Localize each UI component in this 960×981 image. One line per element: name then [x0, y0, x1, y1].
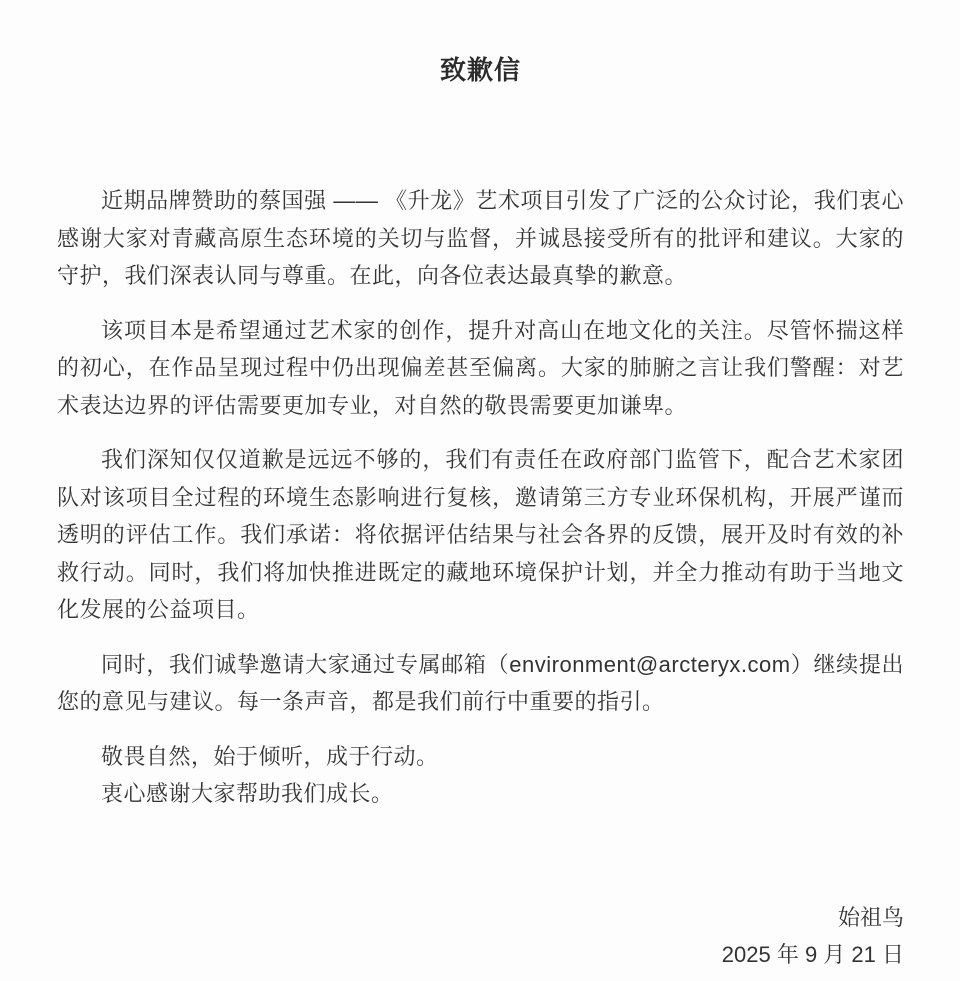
paragraph-remediation-commitment: 我们深知仅仅道歉是远远不够的，我们有责任在政府部门监管下，配合艺术家团队对该项目全过程的环境生态影响进行复核，邀请第三方专业环保机构，开展严谨而透明的评估工作。我们承诺：将依据评估结果与社会各界的反馈，展开及时有效的补救行动。同时，我们将加快推进既定的藏地环境保护计划，并全力推动有助于当地文化发展的公益项目。 [57, 447, 904, 622]
signature-date: 2025 年 9 月 21 日 [721, 942, 904, 967]
closing-line-1: 敬畏自然，始于倾听，成于行动。 [101, 743, 439, 769]
letter-body [57, 182, 904, 813]
closing-line-2: 衷心感谢大家帮助我们成长。 [101, 781, 394, 806]
paragraph-project-intent: 该项目本是希望通过艺术家的创作，提升对高山在地文化的关注。尽管怀揣这样的初心，在作品呈现过程中仍出现偏差甚至偏离。大家的肺腑之言让我们警醒：对艺术表达边界的评估需要更加专业，对自然的敬畏需要更加谦卑。 [57, 317, 904, 418]
letter-title: 致歉信 [439, 55, 521, 85]
paragraph-feedback-email: 同时，我们诚挚邀请大家通过专属邮箱（environment@arcteryx.com）继续提出您的意见与建议。每一条声音，都是我们前行中重要的指引。 [57, 651, 904, 714]
signature-block [57, 899, 904, 974]
signature-name: 始祖鸟 [837, 904, 904, 930]
paragraph-intro-apology: 近期品牌赞助的蔡国强 —— 《升龙》艺术项目引发了广泛的公众讨论，我们衷心感谢大家对青藏高原生态环境的关切与监督，并诚恳接受所有的批评和建议。大家的守护，我们深表认同与尊重。在此，向各位表达最真挚的歉意。 [57, 188, 904, 288]
